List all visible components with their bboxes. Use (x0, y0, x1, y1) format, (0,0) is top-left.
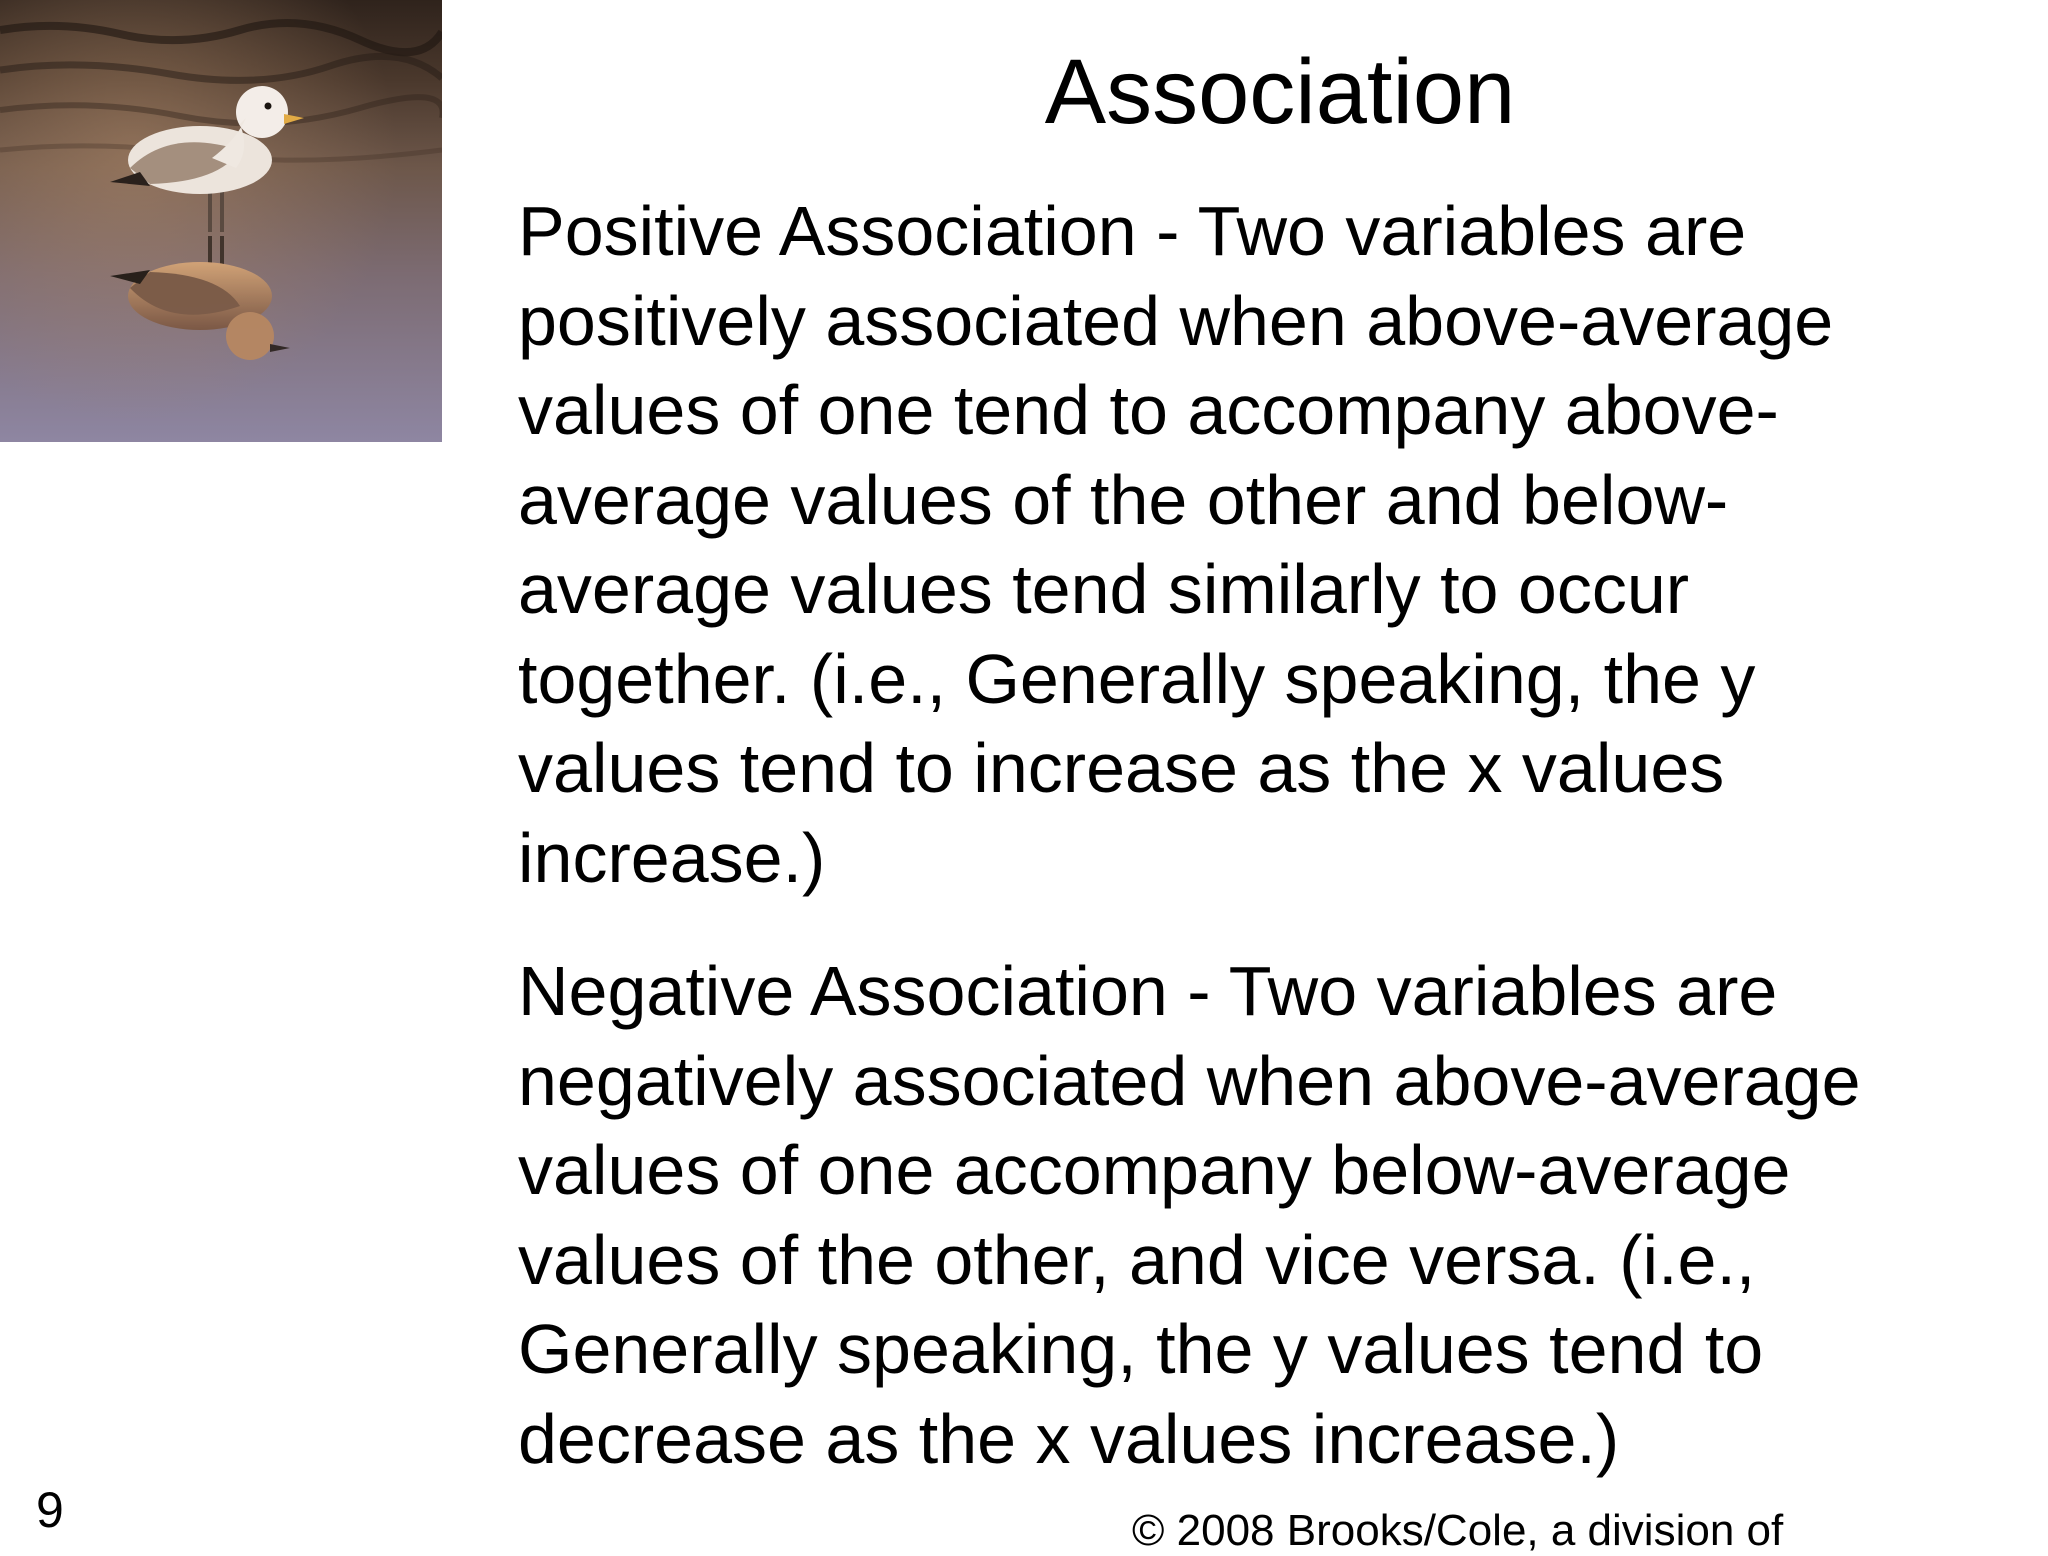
positive-line: positively associated when above-average (518, 281, 1834, 360)
positive-line: values tend to increase as the x values (518, 729, 1725, 807)
negative-line: Generally speaking, the y values tend to (518, 1310, 1764, 1388)
seagull-photo (0, 0, 442, 442)
positive-line: values of one tend to accompany above- (518, 371, 1779, 449)
positive-association-paragraph (518, 187, 2018, 903)
negative-line: decrease as the x values increase.) (518, 1399, 1620, 1478)
copyright-notice: © 2008 Brooks/Cole, a division of (1132, 1506, 1784, 1555)
positive-line: Positive Association - Two variables are (518, 192, 1747, 270)
slide-number: 9 (36, 1482, 64, 1538)
negative-line: Negative Association - Two variables are (518, 952, 1778, 1030)
negative-line: values of the other, and vice versa. (i.e., (518, 1220, 1756, 1299)
positive-line: average values tend similarly to occur (518, 550, 1690, 628)
positive-line: together. (i.e., Generally speaking, the y (518, 639, 1756, 718)
positive-line: increase.) (518, 818, 826, 897)
negative-line: values of one accompany below-average (518, 1131, 1791, 1209)
negative-line: negatively associated when above-average (518, 1041, 1861, 1120)
positive-line: average values of the other and below- (518, 460, 1729, 539)
seagull-image (0, 0, 442, 442)
slide-title: Association (1044, 41, 1516, 143)
negative-association-paragraph (518, 947, 2018, 1484)
